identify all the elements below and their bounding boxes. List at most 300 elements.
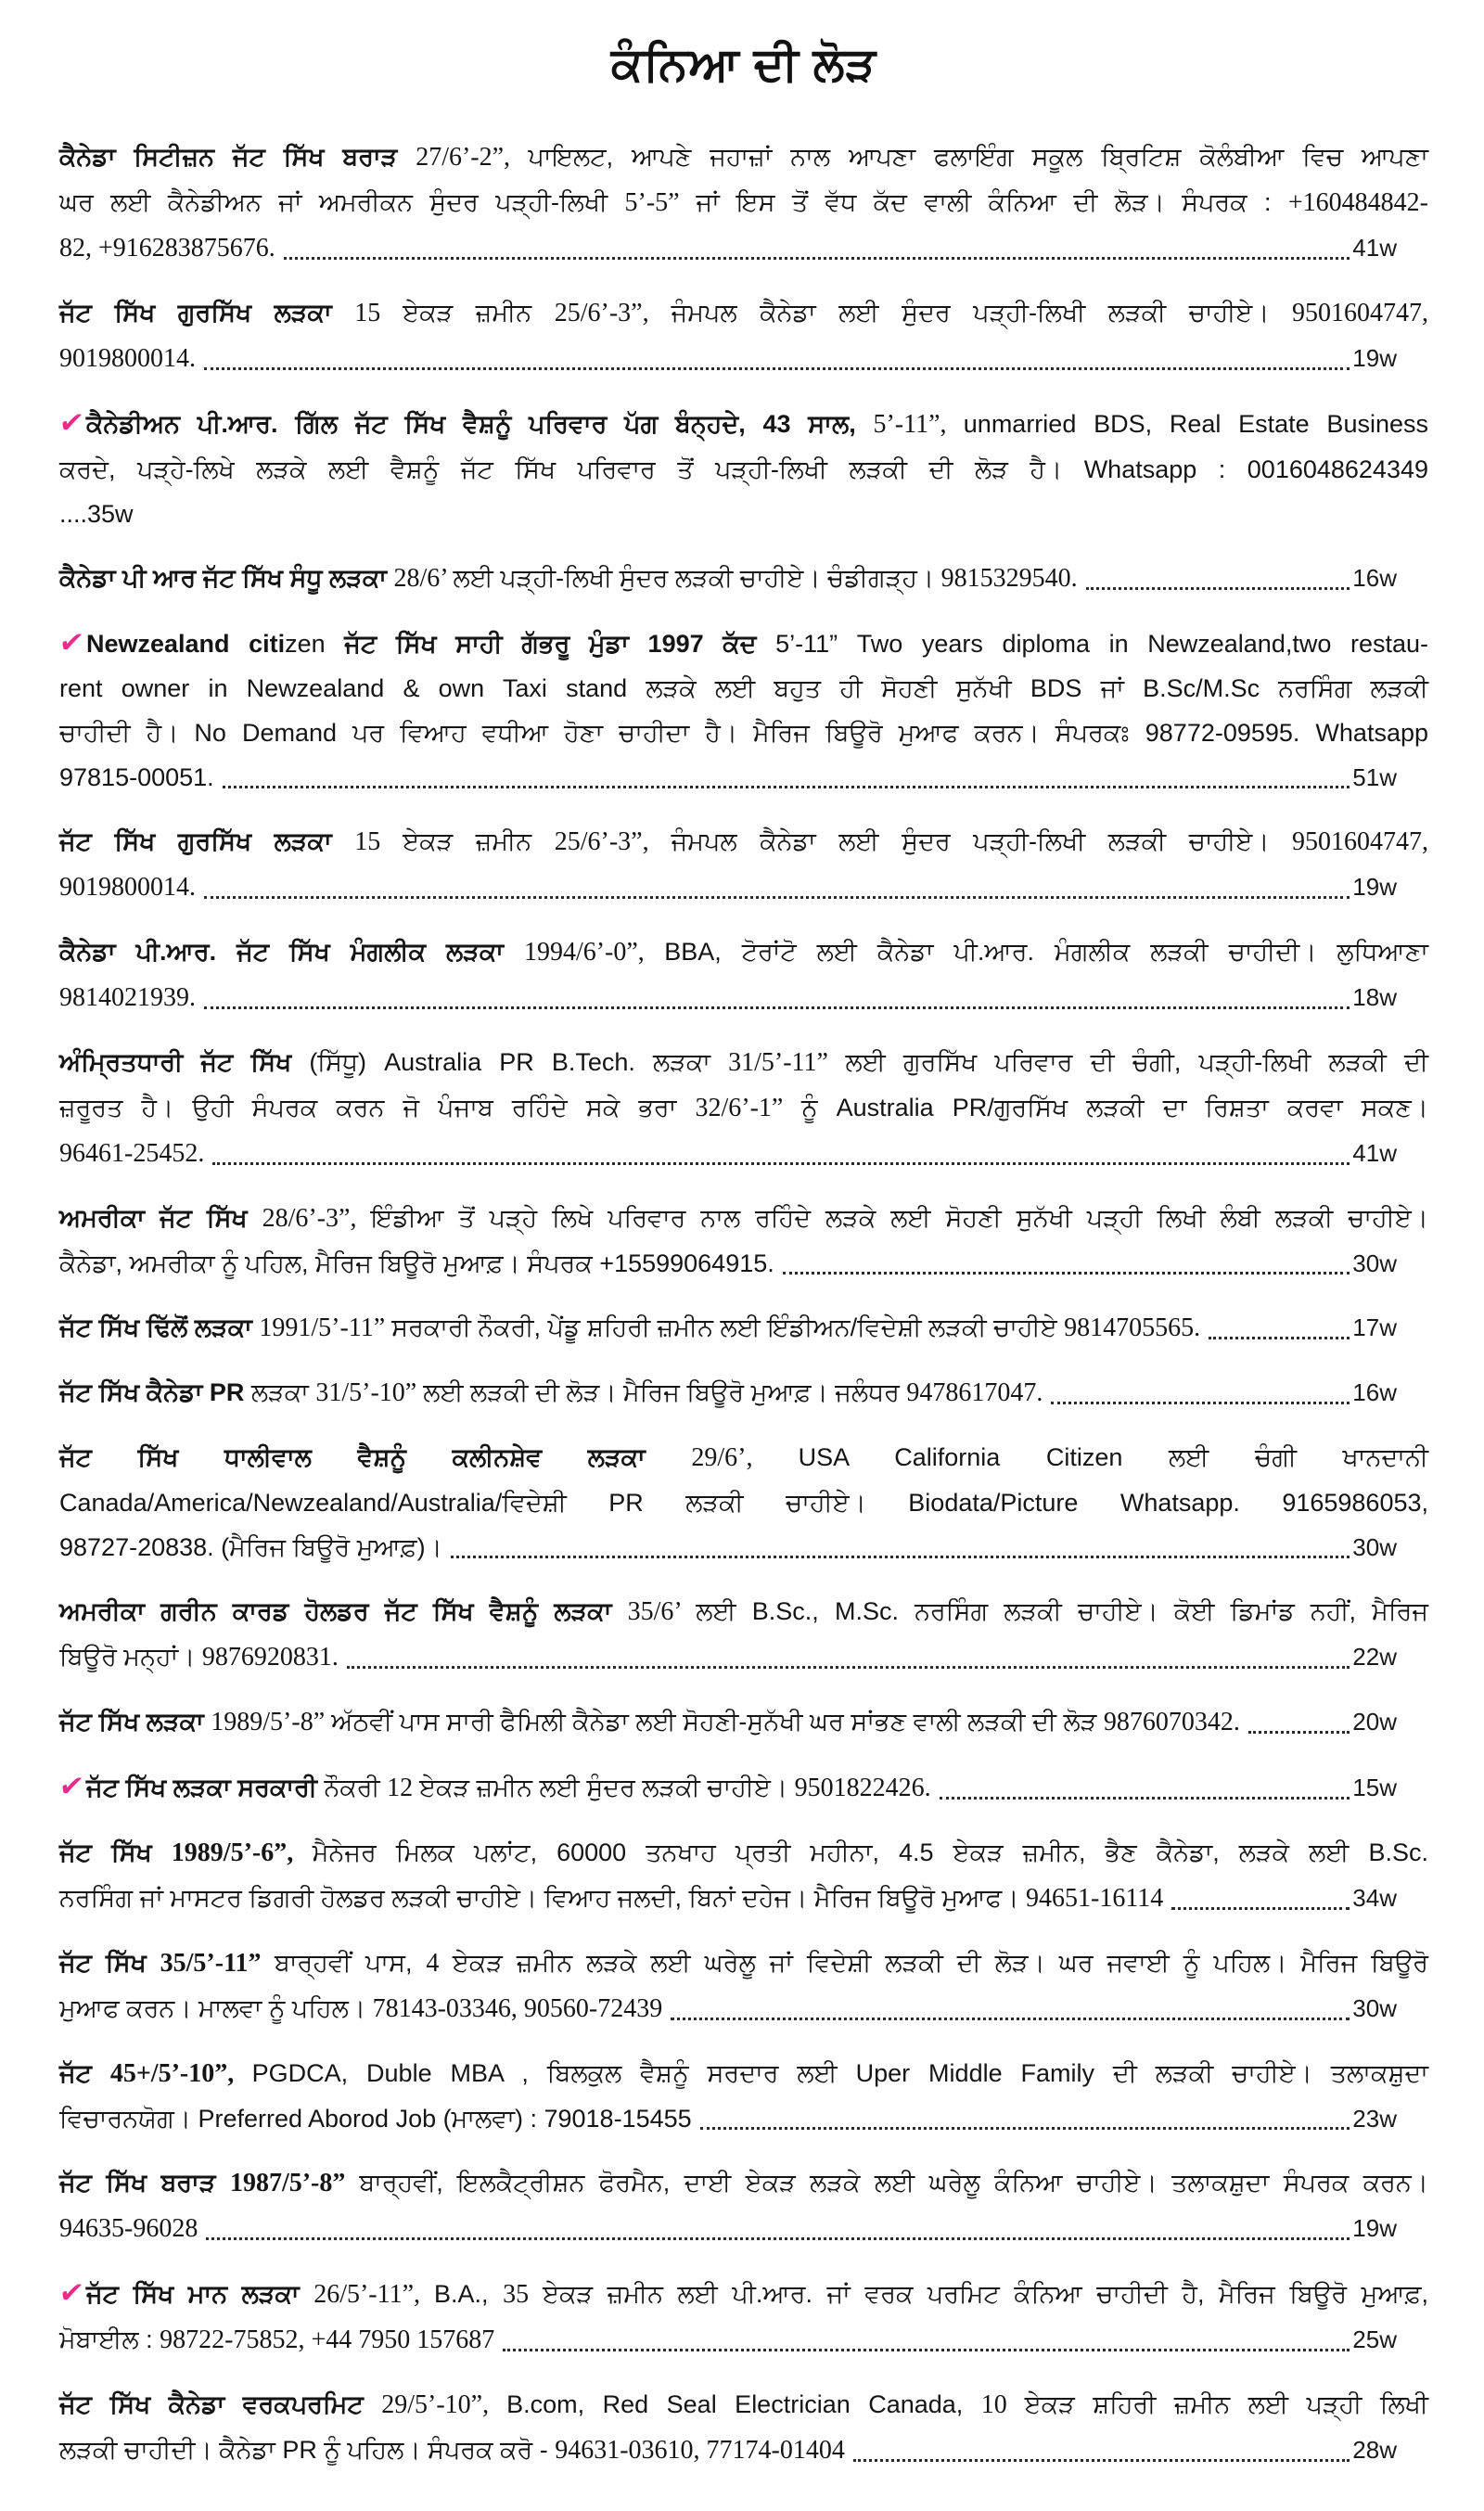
ad-segment: +160484842- [1287, 188, 1428, 217]
ad-text [57, 406, 1428, 439]
ad-line [59, 1830, 1428, 1876]
ad-segment: ਜੱਟ ਸਿੱਖ ਗੁਰਸਿੱਖ ਲੜਕਾ [59, 299, 355, 327]
ad-text [59, 1699, 1240, 1745]
ad-segment: ਵਿਦੇਸ਼ੀ [502, 1489, 609, 1517]
ad-line [59, 819, 1428, 865]
classified-ad [59, 1699, 1428, 1745]
ad-segment: ਏਕੜ ਸ਼ਹਿਰੀ ਜ਼ਮੀਨ ਲਈ ਪੜ੍ਹੀ ਲਿਖੀ [1024, 2390, 1429, 2418]
ad-segment: 31/5’-10” [315, 1378, 424, 1407]
ad-segment: ਲੜਕੀ ਚਾਹੀਏ। [685, 1489, 909, 1517]
ad-text [59, 674, 1428, 702]
classified-ad [59, 401, 1428, 536]
ad-text [59, 2390, 1428, 2418]
ad-line [59, 1480, 1428, 1525]
word-count: 17w [1352, 1313, 1397, 1341]
ad-segment: ਅਮਰੀਕਾ ਜੱਟ ਸਿੱਖ [59, 1204, 262, 1232]
ad-line [59, 492, 1428, 536]
ad-text [59, 500, 134, 528]
dot-leader [223, 786, 1350, 788]
ad-segment: ਜੱਟ ਸਿੱਖ ਕੈਨੇਡਾ [59, 1378, 210, 1406]
ad-segment: ਕੈਨੇਡੀਅਨ ਪੀ.ਆਰ. ਗਿੱਲ ਜੱਟ ਸਿੱਖ ਵੈਸ਼ਨੂੰ ਪਰਿਵਾਰ ਪੱਗ ਬੰਨ੍ਹਦੇ, 43 ਸਾਲ, [85, 410, 874, 438]
ad-segment: Canada/America/Newzealand/Australia/ [59, 1489, 503, 1517]
ad-line [59, 2271, 1428, 2317]
ad-text [59, 1838, 1428, 1866]
dot-leader [204, 1006, 1350, 1009]
ad-text [59, 1443, 1428, 1471]
word-count: 19w [1352, 2214, 1397, 2242]
ad-text [59, 975, 196, 1020]
word-count: 19w [1352, 344, 1397, 372]
ad-text [59, 225, 275, 271]
checkmark-icon: ✔ [57, 2276, 86, 2309]
ad-line [59, 1241, 1428, 1286]
ad-segment: 35/5’-11” [160, 1949, 275, 1978]
ad-text [57, 626, 1428, 659]
ad-line [59, 447, 1428, 492]
ad-segment: 9019800014. [59, 344, 196, 373]
ad-segment: ਜੱਟ ਸਿੱਖ [59, 1949, 160, 1977]
ad-line [59, 621, 1428, 666]
ad-segment: 98772-09595. Whatsapp [1145, 719, 1428, 747]
classified-ad [59, 1941, 1428, 2031]
ad-line [59, 1305, 1428, 1351]
ad-line [59, 2317, 1428, 2363]
ad-segment: ਬਿਲਕੁਲ ਵੈਸ਼ਨੂੰ ਸਰਦਾਰ ਲਈ [546, 2059, 856, 2087]
dot-leader [783, 1272, 1350, 1275]
ad-segment: 5’-11” Two years diploma in Newzealand,two restau- [775, 630, 1428, 658]
ad-segment: B.Sc., M.Sc. [751, 1597, 915, 1625]
ad-line [59, 975, 1428, 1020]
ad-segment: ਏਕੜ ਜ਼ਮੀਨ, ਭੈਣ ਕੈਨੇਡਾ, ਲੜਕੇ ਲਈ [953, 1838, 1369, 1866]
ad-segment: 1989/5’-8” [211, 1708, 332, 1736]
ad-segment: 32/6’-1” [695, 1094, 801, 1122]
ad-segment: Whatsapp : 0016048624349 [1083, 455, 1428, 483]
ad-segment: ਜੱਟ ਸਿੱਖ [59, 1838, 172, 1866]
word-count: 23w [1352, 2105, 1397, 2133]
ad-segment: ਘਰ ਲਈ ਕੈਨੇਡੀਅਨ ਜਾਂ ਅਮਰੀਕਨ ਸੁੰਦਰ ਪੜ੍ਹੀ-ਲਿਖੀ [59, 188, 625, 216]
word-count: 28w [1352, 2436, 1397, 2464]
classified-ad [59, 1764, 1428, 1811]
ad-segment: 35 [503, 2280, 544, 2309]
ad-text [59, 1489, 1428, 1517]
ad-segment: (ਮਾਲਵਾ) : [442, 2105, 544, 2133]
ad-segment: 9876920831. [201, 1643, 339, 1672]
ad-segment: zen [285, 630, 345, 658]
ad-segment: ਏਕੜ ਜ਼ਮੀਨ [403, 827, 555, 855]
ad-segment: ਨੂੰ [800, 1094, 837, 1121]
ad-segment: BDS [1030, 674, 1101, 702]
word-count: 19w [1352, 873, 1397, 901]
ad-text [59, 1597, 1428, 1625]
ad-line [59, 1699, 1428, 1745]
ad-text [59, 1094, 1428, 1121]
dot-leader [451, 1556, 1350, 1558]
ad-line [59, 865, 1428, 910]
ad-segment: ਲੜਕਾ [250, 1378, 316, 1406]
ad-segment: 9815329540. [940, 564, 1078, 593]
ad-segment: unmarried BDS, Real Estate Business [963, 410, 1428, 438]
ad-segment: Preferred Aborod Job [198, 2105, 443, 2133]
ad-segment: ਸਰਕਾਰੀ ਨੌਕਰੀ, ਪੇਂਡੂ ਸ਼ਹਿਰੀ ਜ਼ਮੀਨ ਲਈ ਇੰਡੀਅਨ/ਵਿਦੇਸ਼ੀ ਲੜਕੀ ਚਾਹੀਏ [391, 1313, 1065, 1341]
ad-text [59, 2206, 198, 2251]
ad-line [59, 135, 1428, 180]
ad-segment: BBA, [664, 938, 742, 966]
ad-segment: ਲੜਕੇ ਲਈ ਬਹੁਤ ਹੀ ਸੋਹਣੀ ਸੁਨੱਖੀ [646, 674, 1030, 702]
ad-line [59, 929, 1428, 975]
ad-segment: 27/6’-2”, [416, 143, 529, 172]
ad-segment: ਏਕੜ ਜ਼ਮੀਨ [403, 299, 555, 327]
ad-segment: ਲੜਕੀ ਚਾਹੀਦੀ। ਕੈਨੇਡਾ [59, 2436, 283, 2464]
word-count: 41w [1352, 1139, 1397, 1167]
word-count: 16w [1352, 564, 1397, 592]
checkmark-icon: ✔ [57, 406, 86, 439]
ad-segment: ....35w [59, 500, 134, 528]
ad-segment: 9501604747, [1292, 827, 1429, 856]
ad-segment: ਦੀ ਲੜਕੀ ਚਾਹੀਏ। ਤਲਾਕਸ਼ੁਦਾ [1112, 2059, 1429, 2087]
classified-ad [59, 2160, 1428, 2251]
ad-line [59, 2160, 1428, 2206]
ad-segment: B.com, Red Seal Electrician Canada, [506, 2390, 981, 2418]
ad-segment: PR [282, 2436, 325, 2464]
ad-segment: (ਮੈਰਿਜ ਬਿਊਰੋ ਮੁਆਫ਼)। [221, 1533, 442, 1561]
ad-segment: 97815-00051. [59, 763, 214, 791]
ad-line [59, 2096, 1428, 2141]
word-count: 16w [1352, 1378, 1397, 1406]
ad-text [57, 2276, 1428, 2309]
ad-text [59, 1764, 931, 1811]
ad-text [59, 1525, 442, 1569]
ad-text [59, 1131, 204, 1176]
ad-segment: 31/5’-11” [728, 1048, 846, 1077]
ad-segment: Australia PR B.Tech. [384, 1048, 653, 1076]
dot-leader [204, 896, 1350, 899]
ad-segment: 5’-11”, [873, 410, 964, 439]
classified-ad [59, 621, 1428, 800]
ad-segment: PGDCA, Duble MBA , [251, 2059, 547, 2087]
ad-segment: ਲਈ ਗੁਰਸਿੱਖ ਪਰਿਵਾਰ ਦੀ ਚੰਗੀ, ਪੜ੍ਹੀ-ਲਿਖੀ ਲੜਕੀ ਦੀ [845, 1048, 1428, 1076]
ad-text [59, 1949, 1428, 1977]
ad-segment: ਇੰਡੀਆ ਤੋਂ ਪੜ੍ਹੇ ਲਿਖੇ ਪਰਿਵਾਰ ਨਾਲ ਰਹਿੰਦੇ ਲੜਕੇ ਲਈ ਸੋਹਣੀ ਸੁਨੱਖੀ ਪੜ੍ਹੀ ਲਿਖੀ ਲੰਬੀ ਲੜਕੀ ਚਾਹੀਏ। [370, 1204, 1428, 1232]
ad-line [59, 1085, 1428, 1131]
ad-segment: 9876070342. [1103, 1708, 1240, 1736]
ad-segment: ਜ਼ਰੂਰਤ ਹੈ। ਉਹੀ ਸੰਪਰਕ ਕਰਨ ਜੋ ਪੰਜਾਬ ਰਹਿੰਦੇ ਸਕੇ ਭਰਾ [59, 1094, 696, 1121]
ad-text [59, 143, 1428, 171]
ad-segment: 79018-15455 [544, 2105, 692, 2133]
dot-leader [1171, 1907, 1350, 1910]
ad-line [59, 1941, 1428, 1986]
word-count: 30w [1352, 1533, 1397, 1561]
page-title: ਕੰਨਿਆ ਦੀ ਲੋੜ [610, 38, 877, 90]
ad-segment: ਬਾਰ੍ਹਵੀਂ, ਇਲਕੈਟ੍ਰੀਸ਼ਨ ਫੋਰਮੈਨ, ਦਾਈ ਏਕੜ ਲੜਕੇ ਲਈ ਘਰੇਲੂ ਕੰਨਿਆ ਚਾਹੀਏ। ਤਲਾਕਸ਼ੁਦਾ ਸੰਪਰਕ ਕਰਨ। [359, 2169, 1428, 2197]
ad-text [59, 1048, 1428, 1076]
ad-segment: No Demand [194, 719, 353, 747]
ad-line [59, 666, 1428, 711]
dot-leader [284, 257, 1350, 260]
ad-segment: ਕੈਨੇਡਾ ਪੀ ਆਰ ਜੱਟ ਸਿੱਖ ਸੰਧੂ ਲੜਕਾ [59, 564, 394, 592]
ad-segment: 1991/5’-11” [259, 1313, 392, 1342]
dot-leader [206, 2237, 1350, 2240]
ad-segment: ਜੱਟ ਸਿੱਖ ਲੜਕਾ ਸਰਕਾਰੀ [85, 1774, 325, 1801]
ad-segment: ਪਾਇਲਟ, ਆਪਣੇ ਜਹਾਜ਼ਾਂ ਨਾਲ ਆਪਣਾ ਫਲਾਇੰਗ ਸਕੂਲ ਬ੍ਰਿਟਿਸ਼ ਕੋਲੰਬੀਆ ਵਿਚ ਆਪਣਾ [528, 143, 1428, 171]
ad-segment: 28/6’ [393, 564, 454, 593]
ad-segment: 12 [387, 1774, 420, 1802]
ad-line [59, 1764, 1428, 1811]
ad-line [59, 1131, 1428, 1176]
ad-line [59, 401, 1428, 447]
ad-text [59, 2169, 1428, 2197]
ad-segment: 9814705565. [1064, 1313, 1201, 1342]
ad-segment: ਨਰਸਿੰਗ ਲੜਕੀ [1278, 674, 1428, 702]
ad-segment: rent owner in Newzealand & own Taxi stand [59, 674, 646, 702]
ad-segment: ਬਾਰ੍ਹਵੀਂ ਪਾਸ, [274, 1949, 427, 1977]
ad-segment: ਨੂੰ ਪਹਿਲ। ਸੰਪਰਕ ਕਰੋ - [324, 2436, 556, 2464]
ad-segment: ਕੈਨੇਡਾ, ਅਮਰੀਕਾ ਨੂੰ ਪਹਿਲ, ਮੈਰਿਜ ਬਿਊਰੋ ਮੁਆਫ਼। ਸੰਪਰਕ [59, 1249, 600, 1277]
dot-leader [700, 2127, 1350, 2130]
ad-segment: 45+/5’-10”, [109, 2059, 252, 2088]
dot-leader [212, 1162, 1350, 1165]
ad-segment: ਲਈ ਪੜ੍ਹੀ-ਲਿਖੀ ਸੁੰਦਰ ਲੜਕੀ ਚਾਹੀਏ। ਚੰਡੀਗੜ੍ਹ। [453, 564, 941, 592]
ad-segment: USA California Citizen [798, 1443, 1170, 1471]
ad-segment: 9478617047. [906, 1378, 1043, 1407]
dot-leader [204, 367, 1350, 370]
ad-segment: ਵਿਚਾਰਨਯੋਗ। [59, 2105, 198, 2133]
ad-segment: ਮੈਨੇਜਰ ਮਿਲਕ ਪਲਾਂਟ, [312, 1838, 557, 1866]
classified-ad [59, 135, 1428, 271]
ad-segment: 98727-20838. [59, 1533, 222, 1561]
ad-segment: ਜੱਟ [59, 2059, 110, 2087]
ad-segment: ਅੱਠਵੀਂ ਪਾਸ ਸਾਰੀ ਫੈਮਿਲੀ ਕੈਨੇਡਾ ਲਈ ਸੋਹਣੀ-ਸੁਨੱਖੀ ਘਰ ਸਾਂਭਣ ਵਾਲੀ ਲੜਕੀ ਦੀ ਲੋੜ [331, 1708, 1104, 1736]
ad-segment: ਗੁਰਸਿੱਖ ਲੜਕੀ ਦਾ ਰਿਸ਼ਤਾ ਕਰਵਾ ਸਕਣ। [993, 1094, 1428, 1121]
classified-ad [59, 1040, 1428, 1176]
ad-text [59, 755, 214, 800]
ad-segment: ਕੈਨੇਡਾ ਪੀ.ਆਰ. ਜੱਟ ਸਿੱਖ ਮੰਗਲੀਕ ਲੜਕਾ [59, 938, 524, 966]
ad-segment: 1994/6’-0”, [523, 938, 665, 967]
ad-segment: 4.5 [899, 1838, 953, 1866]
ad-line [59, 755, 1428, 800]
ad-segment: 10 [980, 2390, 1025, 2419]
ad-segment: 5’-5” [624, 188, 697, 217]
ad-text [59, 1305, 1200, 1351]
ad-segment: ਕੈਨੇਡਾ ਸਿਟੀਜ਼ਨ ਜੱਟ ਸਿੱਖ ਬਰਾੜ [59, 143, 416, 171]
ad-text [59, 1634, 339, 1680]
checkmark-icon: ✔ [57, 1770, 86, 1802]
ad-segment: 4 [426, 1949, 453, 1978]
ad-segment: ਜੱਟ ਸਿੱਖ ਧਾਲੀਵਾਲ ਵੈਸ਼ਨੂੰ ਕਲੀਨਸ਼ੇਵ ਲੜਕਾ [59, 1443, 692, 1471]
ad-segment: ਮੋਬਾਈਲ : [59, 2325, 160, 2353]
word-count: 20w [1352, 1708, 1397, 1736]
word-count: 34w [1352, 1884, 1397, 1912]
ad-segment: 94631-03610, 77174-01404 [555, 2436, 845, 2465]
ad-line [59, 1435, 1428, 1480]
classified-ad [59, 290, 1428, 381]
ad-text [59, 556, 1078, 601]
classified-ad [59, 1830, 1428, 1921]
ad-line [59, 1876, 1428, 1921]
word-count: 25w [1352, 2325, 1397, 2353]
classified-ad [59, 1589, 1428, 1680]
ad-text [59, 2317, 494, 2363]
word-count: 41w [1352, 234, 1397, 262]
ad-segment: ਜੰਮਪਲ ਕੈਨੇਡਾ ਲਈ ਸੁੰਦਰ ਪੜ੍ਹੀ-ਲਿਖੀ ਲੜਕੀ ਚਾਹੀਏ। [671, 827, 1293, 855]
ad-text [59, 1986, 662, 2031]
ad-segment: ਨਰਸਿੰਗ ਲੜਕੀ ਚਾਹੀਏ। ਕੋਈ ਡਿਮਾਂਡ ਨਹੀਂ, ਮੈਰਿਜ [915, 1597, 1429, 1625]
ad-segment: ਪਰ ਵਿਆਹ ਵਧੀਆ ਹੋਣਾ ਚਾਹੀਦਾ ਹੈ। ਮੈਰਿਜ ਬਿਊਰੋ ਮੁਆਫ ਕਰਨ। ਸੰਪਰਕਃ [352, 719, 1145, 747]
ad-line [59, 225, 1428, 271]
ad-segment: 1989/5’-6”, [171, 1838, 313, 1867]
ad-segment: ਮੁਆਫ ਕਰਨ। ਮਾਲਵਾ ਨੂੰ ਪਹਿਲ। [59, 1994, 373, 2022]
ad-segment: 29/6’, [691, 1443, 799, 1472]
ad-segment: ਜੱਟ ਸਿੱਖ ਗੁਰਸਿੱਖ ਲੜਕਾ [59, 827, 355, 855]
ad-segment: ਬਿਊਰੋ ਮਨ੍ਹਾਂ। [59, 1643, 202, 1671]
ad-segment: 98722-75852, +44 7950 157687 [160, 2325, 495, 2354]
ad-line [59, 1986, 1428, 2031]
dot-leader [1248, 1731, 1350, 1734]
dot-leader [503, 2349, 1350, 2351]
ad-segment: ਜੱਟ ਸਿੱਖ ਬਰਾੜ [59, 2169, 230, 2197]
ad-segment: ਏਕੜ ਜ਼ਮੀਨ ਲਈ ਸੁੰਦਰ ਲੜਕੀ ਚਾਹੀਏ। [419, 1774, 795, 1801]
classified-ad [59, 556, 1428, 601]
ad-text [59, 336, 196, 381]
ad-segment: ਜੱਟ ਸਿੱਖ ਢਿੱਲੋਂ ਲੜਕਾ [59, 1313, 260, 1341]
ad-segment: 9019800014. [59, 873, 196, 902]
ad-segment: 94651-16114 [1026, 1884, 1164, 1913]
classified-ad [59, 1435, 1428, 1569]
classified-ad [59, 2271, 1428, 2363]
ad-text [59, 299, 1428, 327]
ad-line [59, 1589, 1428, 1634]
dot-leader [347, 1666, 1350, 1669]
ad-segment: ਲਈ ਚੰਗੀ ਖਾਨਦਾਨੀ [1169, 1443, 1428, 1471]
ad-text [59, 2059, 1428, 2087]
ad-segment: 25/6’-3”, [554, 827, 672, 856]
ad-segment: ਲੜਕਾ [652, 1048, 729, 1076]
ad-line [59, 1040, 1428, 1085]
ad-line [59, 711, 1428, 755]
ad-text [59, 1876, 1163, 1921]
ad-line [59, 1634, 1428, 1680]
ad-segment: 78143-03346, 90560-72439 [372, 1994, 663, 2023]
checkmark-icon: ✔ [57, 626, 86, 659]
ad-segment: (ਸਿੱਧੂ) [309, 1048, 385, 1076]
classified-ads-list [59, 135, 1428, 2473]
word-count: 22w [1352, 1643, 1397, 1671]
classified-ad [59, 819, 1428, 910]
dot-leader [1209, 1337, 1350, 1339]
dot-leader [853, 2459, 1350, 2462]
ad-segment: PR [608, 1489, 686, 1517]
ad-segment: ਜਾਂ ਇਸ ਤੋਂ ਵੱਧ ਕੱਦ ਵਾਲੀ ਕੰਨਿਆ ਦੀ ਲੋੜ। ਸੰਪਰਕ : [696, 188, 1288, 216]
ad-segment: +15599064915. [599, 1249, 774, 1277]
ad-segment: 29/5’-10”, [381, 2390, 507, 2419]
ad-text [59, 1241, 774, 1286]
ad-segment: 9814021939. [59, 983, 196, 1012]
ad-segment: 94635-96028 [59, 2214, 198, 2243]
ad-segment: B.A., [434, 2280, 504, 2308]
ad-segment: 25/6’-3”, [554, 299, 672, 327]
ad-segment: ਜੰਮਪਲ ਕੈਨੇਡਾ ਲਈ ਸੁੰਦਰ ਪੜ੍ਹੀ-ਲਿਖੀ ਲੜਕੀ ਚਾਹੀਏ। [671, 299, 1293, 327]
ad-segment: ਅੰਮ੍ਰਿਤਧਾਰੀ ਜੱਟ ਸਿੱਖ [59, 1048, 310, 1076]
ad-segment: Australia PR/ [836, 1094, 994, 1121]
ad-segment: ਨਰਸਿੰਗ ਜਾਂ ਮਾਸਟਰ ਡਿਗਰੀ ਹੋਲਡਰ ਲੜਕੀ ਚਾਹੀਏ। ਵਿਆਹ ਜਲਦੀ, ਬਿਨਾਂ ਦਹੇਜ। ਮੈਰਿਜ ਬਿਊਰੋ ਮੁਆਫ। [59, 1884, 1026, 1912]
ad-line [59, 2382, 1428, 2428]
ad-segment: PR [209, 1378, 251, 1406]
ad-line [59, 180, 1428, 225]
ad-segment: B.Sc. [1368, 1838, 1428, 1866]
dot-leader [1051, 1402, 1350, 1404]
classified-ad [59, 929, 1428, 1020]
ad-segment: B.Sc/M.Sc [1143, 674, 1279, 702]
ad-text [59, 865, 196, 910]
ad-segment: ਅਮਰੀਕਾ ਗਰੀਨ ਕਾਰਡ ਹੋਲਡਰ ਜੱਟ ਸਿੱਖ ਵੈਸ਼ਨੂੰ ਲੜਕਾ [59, 1597, 628, 1625]
ad-segment: Biodata/Picture Whatsapp. 9165986053, [908, 1489, 1428, 1517]
ad-segment: ਏਕੜ ਜ਼ਮੀਨ ਲਈ ਪੀ.ਆਰ. ਜਾਂ ਵਰਕ ਪਰਮਿਟ ਕੰਨਿਆ ਚਾਹੀਦੀ ਹੈ, ਮੈਰਿਜ ਬਿਊਰੋ ਮੁਆਫ਼, [543, 2280, 1428, 2308]
dot-leader [1086, 587, 1350, 590]
ad-text [59, 1204, 1428, 1232]
ad-segment: ਜਾਂ [1100, 674, 1144, 702]
ad-segment: ਲਈ [696, 1597, 752, 1625]
ad-segment: 28/6’-3”, [262, 1204, 371, 1233]
ad-line [59, 290, 1428, 336]
ad-line [59, 1525, 1428, 1569]
ad-text [59, 188, 1428, 216]
ad-text [59, 455, 1428, 483]
classified-ad [59, 1196, 1428, 1286]
ad-segment: ਚਾਹੀਦੀ ਹੈ। [59, 719, 195, 747]
ad-text [59, 938, 1428, 966]
ad-segment: 82, +916283875676. [59, 234, 275, 263]
ad-segment: 96461-25452. [59, 1139, 205, 1168]
ad-line [59, 2428, 1428, 2473]
ad-line [59, 1196, 1428, 1241]
classified-ad [59, 2051, 1428, 2141]
ad-text [59, 1370, 1043, 1416]
word-count: 30w [1352, 1994, 1397, 2022]
ad-segment: 15 [354, 827, 403, 856]
ad-text [59, 2096, 692, 2141]
dot-leader [671, 2018, 1350, 2020]
ad-segment: ਜੱਟ ਸਿੱਖ ਮਾਨ ਲੜਕਾ [85, 2280, 314, 2308]
ad-text [59, 2428, 845, 2473]
ad-segment: ਜੱਟ ਸਿੱਖ ਕੈਨੇਡਾ ਵਰਕਪਰਮਿਟ [59, 2390, 382, 2418]
ad-segment: 35/6’ [627, 1597, 697, 1626]
classified-ad [59, 1305, 1428, 1351]
ad-segment: ਏਕੜ ਜ਼ਮੀਨ ਲੜਕੇ ਲਈ ਘਰੇਲੂ ਜਾਂ ਵਿਦੇਸ਼ੀ ਲੜਕੀ ਦੀ ਲੋੜ। ਘਰ ਜਵਾਈ ਨੂੰ ਪਹਿਲ। ਮੈਰਿਜ ਬਿਊਰੋ [452, 1949, 1428, 1977]
ad-segment: ਜੱਟ ਸਿੱਖ ਸਾਹੀ ਗੱਭਰੂ ਮੁੰਡਾ 1997 ਕੱਦ [344, 630, 776, 658]
ad-segment: 60000 [556, 1838, 646, 1866]
dot-leader [940, 1797, 1350, 1800]
ad-line [59, 556, 1428, 601]
word-count: 30w [1352, 1249, 1397, 1277]
ad-text [59, 827, 1428, 855]
ad-segment: 26/5’-11”, [313, 2280, 435, 2309]
word-count: 18w [1352, 983, 1397, 1011]
classified-ad [59, 1370, 1428, 1416]
ad-segment: ਜੱਟ ਸਿੱਖ ਲੜਕਾ [59, 1708, 211, 1736]
ad-segment: ਟੋਰਾਂਟੋ ਲਈ ਕੈਨੇਡਾ ਪੀ.ਆਰ. ਮੰਗਲੀਕ ਲੜਕੀ ਚਾਹੀਦੀ। ਲੁਧਿਆਣਾ [741, 938, 1429, 966]
classified-ad [59, 2382, 1428, 2473]
ad-line [59, 2206, 1428, 2251]
ad-segment: 9501604747, [1292, 299, 1429, 327]
ad-line [59, 2051, 1428, 2096]
ad-segment: ਕਰਦੇ, ਪੜ੍ਹੇ-ਲਿਖੇ ਲੜਕੇ ਲਈ ਵੈਸ਼ਨੂੰ ਜੱਟ ਸਿੱਖ ਪਰਿਵਾਰ ਤੋਂ ਪੜ੍ਹੀ-ਲਿਖੀ ਲੜਕੀ ਦੀ ਲੋੜ ਹੈ। [59, 455, 1084, 483]
ad-segment: Uper Middle Family [855, 2059, 1113, 2087]
ad-segment: 15 [354, 299, 403, 327]
ad-segment: ਨੌਕਰੀ [324, 1774, 388, 1801]
word-count: 51w [1352, 763, 1397, 791]
ad-segment: Newzealand citi [85, 630, 286, 658]
word-count: 15w [1352, 1774, 1397, 1801]
ad-line [59, 1370, 1428, 1416]
